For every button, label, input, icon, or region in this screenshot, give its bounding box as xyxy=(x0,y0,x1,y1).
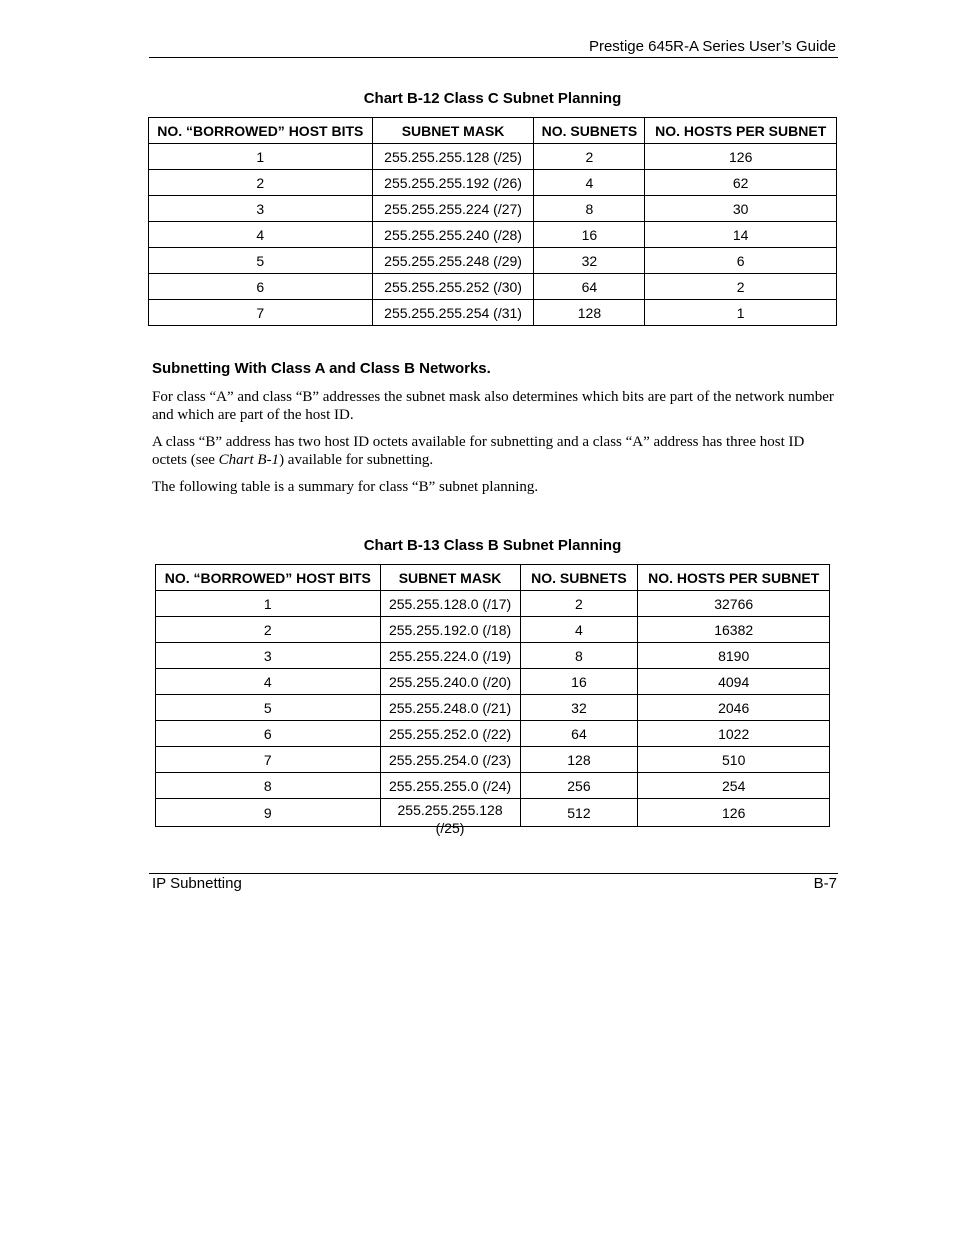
table-cell: 16 xyxy=(534,222,645,248)
table-cell: 1 xyxy=(149,144,373,170)
table-cell: 62 xyxy=(645,170,837,196)
class-c-subnet-table xyxy=(148,117,837,326)
table-cell: 64 xyxy=(534,274,645,300)
paragraph xyxy=(152,433,842,469)
table-cell: 512 xyxy=(520,799,638,827)
table-cell: 255.255.192.0 (/18) xyxy=(380,617,520,643)
table-cell: 2 xyxy=(534,144,645,170)
cell-text: 255.255.255.128 (/25) xyxy=(397,802,503,836)
chart-c-caption: Chart B-12 Class C Subnet Planning xyxy=(363,90,622,107)
table-cell: 255.255.255.254 (/31) xyxy=(372,300,534,326)
table-cell: 255.255.224.0 (/19) xyxy=(380,643,520,669)
table-cell: 255.255.255.248 (/29) xyxy=(372,248,534,274)
table-cell: 128 xyxy=(520,747,638,773)
table-cell: 255.255.255.128 (/25) xyxy=(372,144,534,170)
table-row xyxy=(149,196,837,222)
table-cell: 126 xyxy=(638,799,830,827)
paragraph: The following table is a summary for class “B” subnet planning. xyxy=(152,479,539,495)
table-cell: 256 xyxy=(520,773,638,799)
table-row xyxy=(156,747,830,773)
table-cell: 4094 xyxy=(638,669,830,695)
table-cell: 4 xyxy=(156,669,381,695)
table-row xyxy=(156,799,830,827)
column-header: NO. SUBNETS xyxy=(520,565,638,591)
page-number: B-7 xyxy=(813,875,837,892)
table-cell: 64 xyxy=(520,721,638,747)
table-cell: 32 xyxy=(520,695,638,721)
table-row xyxy=(156,695,830,721)
table-row xyxy=(156,643,830,669)
table-cell: 30 xyxy=(645,196,837,222)
table-cell: 7 xyxy=(156,747,381,773)
table-cell: 1 xyxy=(645,300,837,326)
table-row xyxy=(156,721,830,747)
table-cell: 8190 xyxy=(638,643,830,669)
table-cell: 16382 xyxy=(638,617,830,643)
class-b-subnet-table xyxy=(155,564,830,836)
table-cell: 2 xyxy=(149,170,373,196)
table-cell: 128 xyxy=(534,300,645,326)
table-cell xyxy=(380,799,520,836)
table-row xyxy=(149,170,837,196)
table-cell: 7 xyxy=(149,300,373,326)
table-cell: 255.255.128.0 (/17) xyxy=(380,591,520,617)
table-row xyxy=(149,222,837,248)
table-cell: 255.255.255.240 (/28) xyxy=(372,222,534,248)
footer-section-title: IP Subnetting xyxy=(152,875,242,892)
section-heading: Subnetting With Class A and Class B Networks. xyxy=(152,360,491,377)
table-cell: 255.255.255.224 (/27) xyxy=(372,196,534,222)
table-cell: 8 xyxy=(156,773,381,799)
table-row xyxy=(156,617,830,643)
table-cell: 8 xyxy=(520,643,638,669)
table-cell: 255.255.255.192 (/26) xyxy=(372,170,534,196)
column-header: SUBNET MASK xyxy=(380,565,520,591)
column-header: NO. HOSTS PER SUBNET xyxy=(645,118,837,144)
footer-rule xyxy=(149,873,838,874)
table-cell: 5 xyxy=(149,248,373,274)
column-header: SUBNET MASK xyxy=(372,118,534,144)
column-header: NO. HOSTS PER SUBNET xyxy=(638,565,830,591)
table-cell: 9 xyxy=(156,799,381,827)
table-cell: 2 xyxy=(156,617,381,643)
chart-reference: Chart B-1 xyxy=(218,452,280,468)
table-cell: 2 xyxy=(520,591,638,617)
table-cell: 6 xyxy=(149,274,373,300)
table-cell: 126 xyxy=(645,144,837,170)
header-rule xyxy=(149,57,838,58)
table-cell: 255.255.254.0 (/23) xyxy=(380,747,520,773)
column-header: NO. SUBNETS xyxy=(534,118,645,144)
table-row xyxy=(156,669,830,695)
table-row xyxy=(149,248,837,274)
table-cell: 255.255.255.252 (/30) xyxy=(372,274,534,300)
table-cell: 255.255.248.0 (/21) xyxy=(380,695,520,721)
table-cell: 254 xyxy=(638,773,830,799)
table-cell: 3 xyxy=(149,196,373,222)
running-header: Prestige 645R-A Series User’s Guide xyxy=(588,38,836,55)
table-cell: 14 xyxy=(645,222,837,248)
table-cell: 510 xyxy=(638,747,830,773)
table-cell: 8 xyxy=(534,196,645,222)
table-header-row xyxy=(156,565,830,591)
table-cell: 3 xyxy=(156,643,381,669)
table-cell: 4 xyxy=(520,617,638,643)
table-cell: 255.255.240.0 (/20) xyxy=(380,669,520,695)
table-cell: 4 xyxy=(534,170,645,196)
table-cell: 255.255.252.0 (/22) xyxy=(380,721,520,747)
table-row xyxy=(156,591,830,617)
table-cell: 4 xyxy=(149,222,373,248)
paragraph-text: A class “B” address has two host ID octets available for subnetting and a class “A” address has three host ID octets (see xyxy=(152,434,805,468)
table-cell: 6 xyxy=(156,721,381,747)
table-row xyxy=(149,274,837,300)
chart-b-caption: Chart B-13 Class B Subnet Planning xyxy=(363,537,622,554)
table-row xyxy=(149,300,837,326)
table-cell: 2046 xyxy=(638,695,830,721)
table-row xyxy=(149,144,837,170)
table-cell: 1 xyxy=(156,591,381,617)
table-cell: 255.255.255.0 (/24) xyxy=(380,773,520,799)
table-cell: 2 xyxy=(645,274,837,300)
table-cell: 6 xyxy=(645,248,837,274)
table-cell: 32 xyxy=(534,248,645,274)
table-cell: 5 xyxy=(156,695,381,721)
paragraph-text: ) available for subnetting. xyxy=(279,452,434,468)
table-cell: 32766 xyxy=(638,591,830,617)
table-row xyxy=(156,773,830,799)
column-header: NO. “BORROWED” HOST BITS xyxy=(149,118,373,144)
table-cell: 16 xyxy=(520,669,638,695)
column-header: NO. “BORROWED” HOST BITS xyxy=(156,565,381,591)
paragraph: For class “A” and class “B” addresses the subnet mask also determines which bits are part of the network number and which are part of the host ID. xyxy=(152,389,834,423)
table-header-row xyxy=(149,118,837,144)
table-cell: 1022 xyxy=(638,721,830,747)
